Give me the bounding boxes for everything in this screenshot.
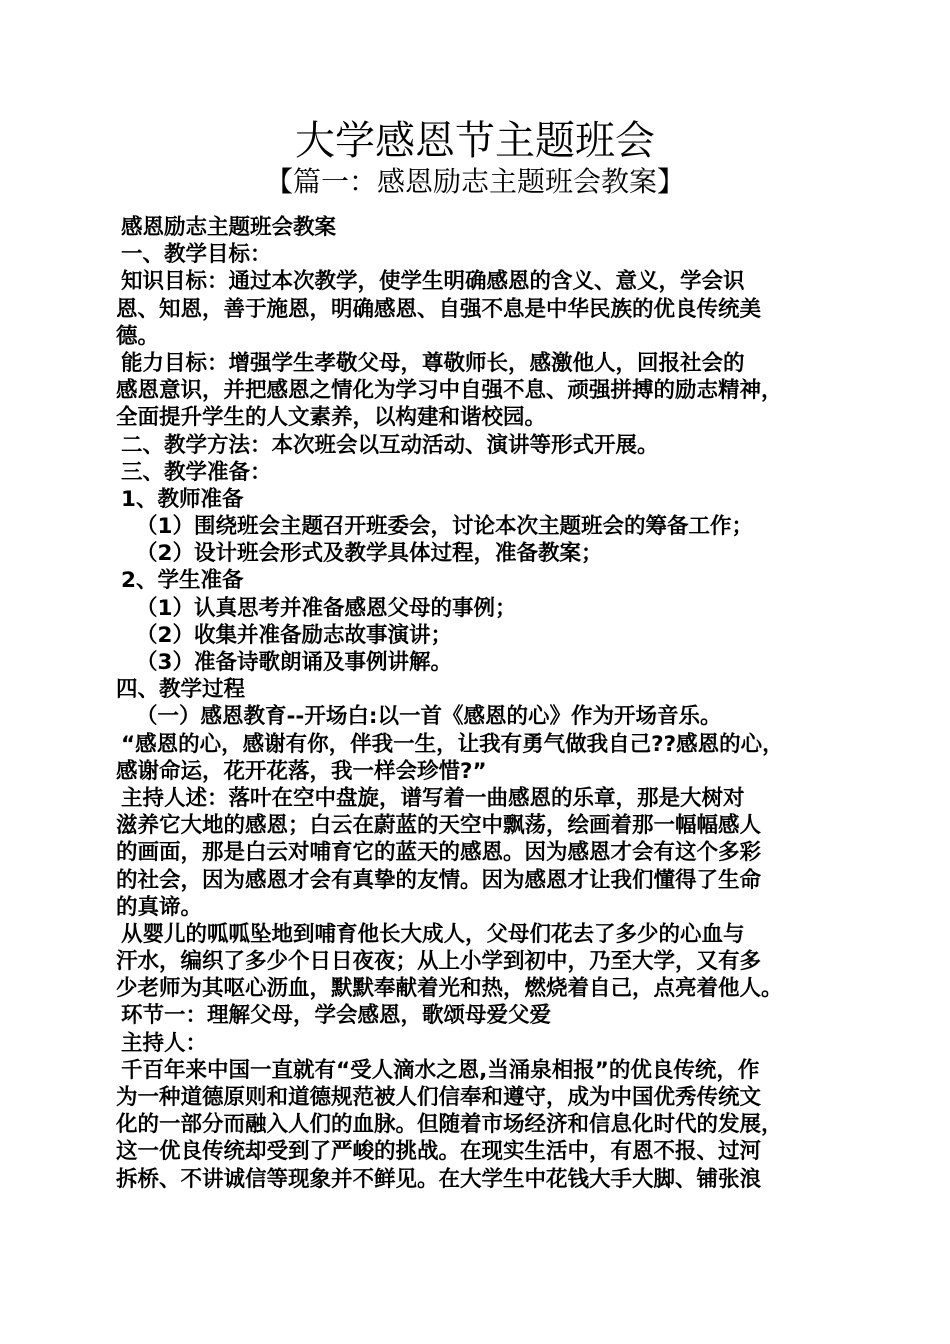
document-body: [116, 214, 856, 1193]
text-line: 感谢命运，花开花落，我一样会珍惜?”: [116, 758, 487, 784]
text-line: 拆桥、不讲诚信等现象并不鲜见。在大学生中花钱大手大脚、铺张浪: [116, 1166, 762, 1192]
text-line: 1、教师准备: [121, 486, 244, 512]
text-line: 2、学生准备: [121, 568, 244, 594]
text-line: （1）围绕班会主题召开班委会，讨论本次主题班会的筹备工作；: [136, 514, 753, 540]
text-line: 德。: [116, 323, 160, 349]
text-line: 一、教学目标：: [121, 242, 272, 268]
text-line: （2）设计班会形式及教学具体过程，准备教案；: [136, 541, 603, 567]
document-subtitle: 【篇一：感恩励志主题班会教案】: [264, 165, 685, 198]
text-line: （一）感恩教育--开场白:以一首《感恩的心》作为开场音乐。: [136, 704, 722, 730]
text-line: 这一优良传统却受到了严峻的挑战。在现实生活中，有恩不报、过河: [116, 1139, 762, 1165]
text-line: 环节一：理解父母，学会感恩，歌颂母爱父爱: [121, 1003, 552, 1029]
text-line: 感恩意识，并把感恩之情化为学习中自强不息、顽强拼搏的励志精神，: [116, 378, 783, 404]
text-line: 主持人述：落叶在空中盘旋，谱写着一曲感恩的乐章，那是大树对: [121, 785, 745, 811]
text-line: 少老师为其呕心沥血，默默奉献着光和热，燃烧着自己，点亮着他人。: [116, 976, 783, 1002]
text-line: “感恩的心，感谢有你，伴我一生，让我有勇气做我自己??感恩的心，: [121, 731, 784, 757]
text-line: 的画面，那是白云对哺育它的蓝天的感恩。因为感恩才会有这个多彩: [116, 840, 762, 866]
text-line: （3）准备诗歌朗诵及事例讲解。: [136, 650, 452, 675]
text-line: 主持人：: [121, 1030, 208, 1056]
text-line: （1）认真思考并准备感恩父母的事例；: [136, 595, 517, 621]
text-line: 汗水，编织了多少个日日夜夜；从上小学到初中，乃至大学，又有多: [116, 949, 762, 975]
text-line: 三、教学准备：: [121, 459, 272, 485]
text-line: 从婴儿的呱呱坠地到哺育他长大成人，父母们花去了多少的心血与: [121, 921, 745, 947]
text-line: 知识目标：通过本次教学，使学生明确感恩的含义、意义，学会识: [121, 269, 745, 295]
text-line: 千百年来中国一直就有“受人滴水之恩,当涌泉相报”的优良传统，作: [121, 1057, 760, 1083]
text-line: 四、教学过程: [116, 677, 246, 703]
text-line: （2）收集并准备励志故事演讲；: [136, 622, 452, 648]
document-title: 大学感恩节主题班会: [295, 118, 655, 164]
text-line: 全面提升学生的人文素养，以构建和谐校园。: [116, 405, 547, 431]
text-line: 恩、知恩，善于施恩，明确感恩、自强不息是中华民族的优良传统美: [116, 296, 762, 322]
text-line: 感恩励志主题班会教案: [121, 215, 337, 240]
text-line: 的社会，因为感恩才会有真挚的友情。因为感恩才让我们懂得了生命: [116, 867, 762, 893]
text-line: 二、教学方法：本次班会以互动活动、演讲等形式开展。: [121, 432, 659, 458]
text-line: 滋养它大地的感恩；白云在蔚蓝的天空中飘荡，绘画着那一幅幅感人: [116, 813, 762, 839]
text-line: 化的一部分而融入人们的血脉。但随着市场经济和信息化时代的发展，: [116, 1112, 783, 1138]
text-line: 的真谛。: [116, 894, 203, 920]
text-line: 能力目标：增强学生孝敬父母，尊敬师长，感激他人，回报社会的: [121, 350, 745, 376]
text-line: 为一种道德原则和道德规范被人们信奉和遵守，成为中国优秀传统文: [116, 1085, 762, 1110]
